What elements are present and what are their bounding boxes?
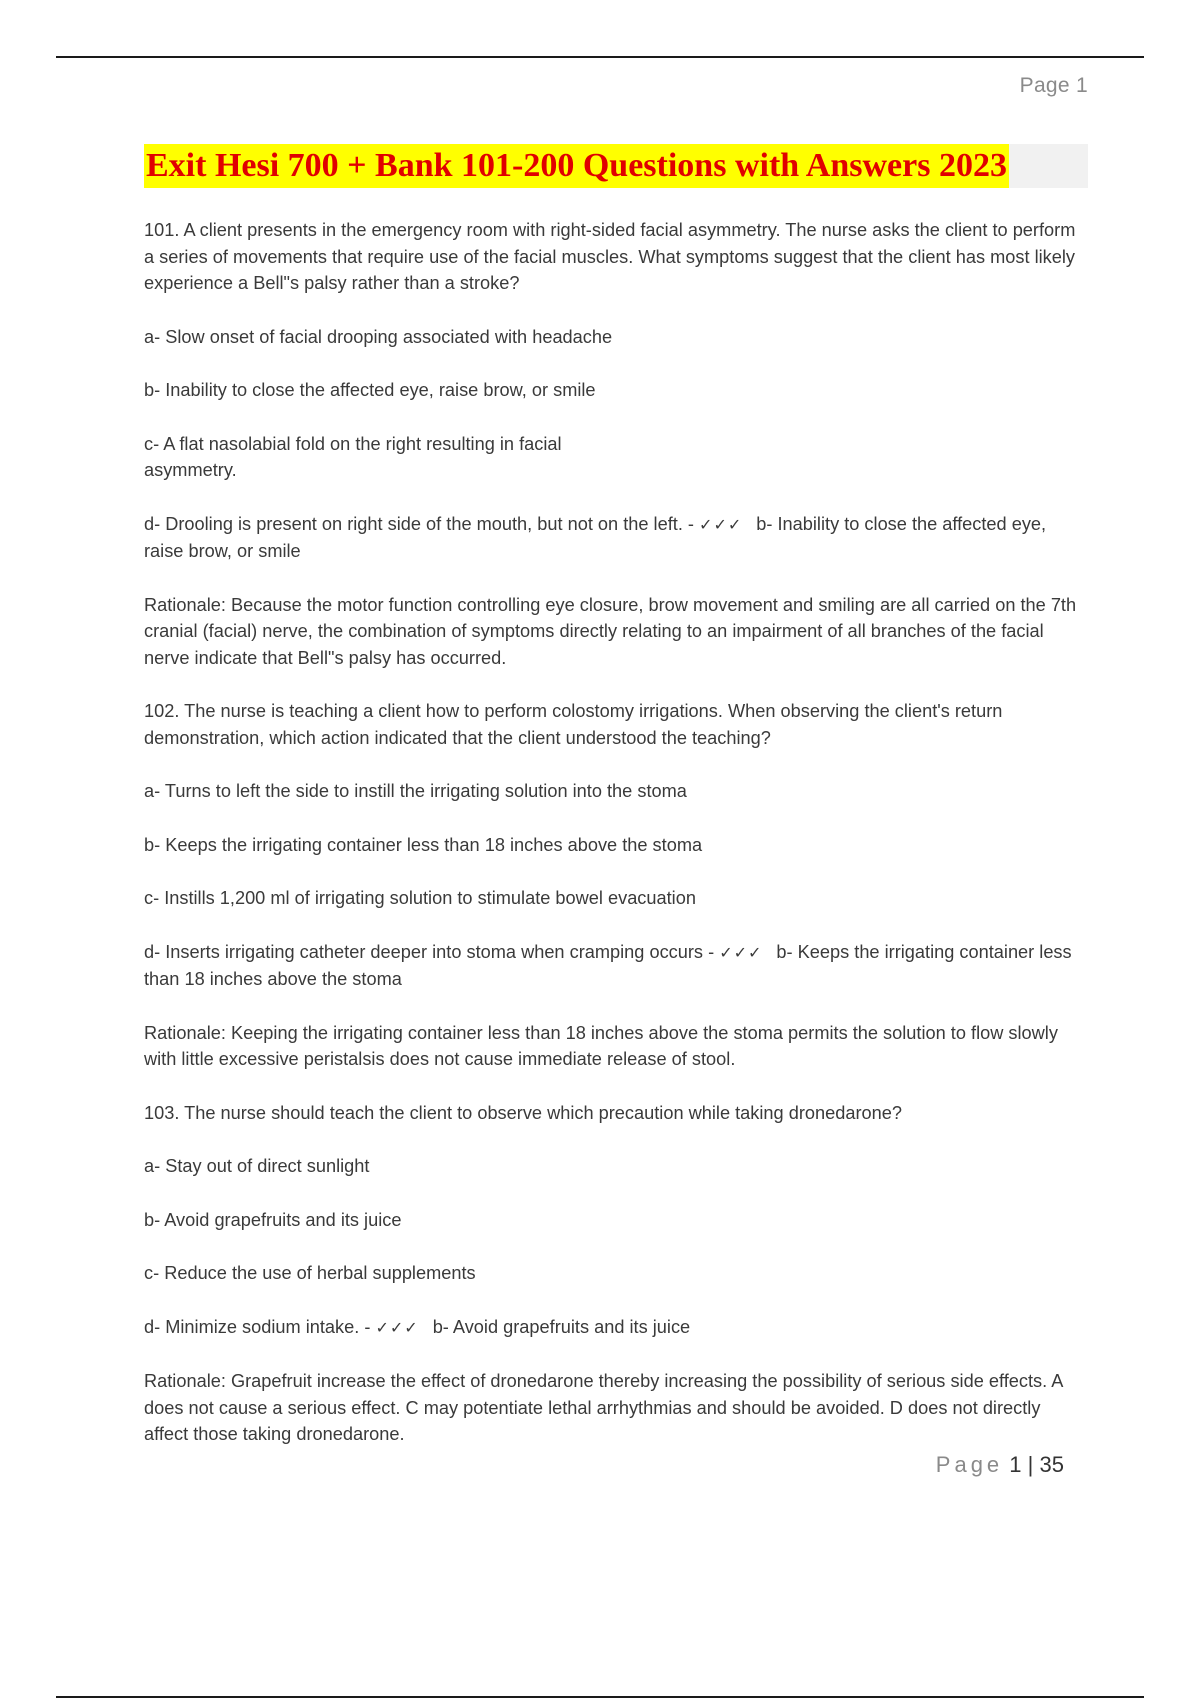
question-102-option-b: b- Keeps the irrigating container less than 18 inches above the stoma [144,834,703,855]
question-103-option-d-answer [144,1314,1088,1342]
question-101-option-c-line2: asymmetry. [144,460,237,480]
checkmark-icon: ✓✓✓ [699,514,743,534]
question-101-answer: b- Inability to close the affected eye, raise brow, or smile [144,513,1047,561]
question-101-option-b: b- Inability to close the affected eye, raise brow, or smile [144,380,596,400]
question-102-answer: b- Keeps the irrigating container less than 18 inches above the stoma [144,941,1072,989]
question-102-option-d-answer [144,939,1088,993]
question-101-stem: 101. A client presents in the emergency room with right-sided facial asymmetry. The nurse asks the client to perform a series of movements that require use of the facial muscles. What symptoms suggest that the client has most likely experience a Bell"s palsy rather than a stroke? [144,220,1076,293]
page-footer [936,1452,1064,1478]
question-101-option-c-line1: c- A flat nasolabial fold on the right resulting in facial [144,433,562,454]
question-101-option-d: d- Drooling is present on right side of the mouth, but not on the left. - [144,513,694,534]
question-103-answer: b- Avoid grapefruits and its juice [432,1316,691,1337]
footer-total-pages: 35 [1039,1452,1064,1477]
question-102-rationale: Rationale: Keeping the irrigating container less than 18 inches above the stoma permits the solution to flow slowly with little excessive peristalsis does not cause immediate release of stool. [144,1022,1058,1069]
question-101-option-d-answer [144,511,1088,565]
question-103-option-a: a- Stay out of direct sunlight [144,1156,370,1176]
footer-page-word: Page [935,1452,1004,1477]
question-101-rationale: Rationale: Because the motor function controlling eye closure, brow movement and smiling are all carried on the 7th cranial (facial) nerve, the combination of symptoms directly relating to an impairment of all branches of the facial nerve indicate that Bell"s palsy has occurred. [144,594,1077,668]
question-103-option-b: b- Avoid grapefruits and its juice [144,1209,402,1230]
question-102-option-d: d- Inserts irrigating catheter deeper into stoma when cramping occurs - [144,941,715,962]
checkmark-icon: ✓✓✓ [375,1317,419,1337]
question-102-stem: 102. The nurse is teaching a client how to perform colostomy irrigations. When observing the client's return demonstration, which action indicated that the client understood the teaching? [144,701,1003,748]
question-102-option-a: a- Turns to left the side to instill the irrigating solution into the stoma [144,781,687,801]
question-101-option-c [144,431,1088,484]
page-header-label: Page 1 [1019,74,1088,97]
question-103-option-d: d- Minimize sodium intake. - [144,1316,371,1337]
footer-current-page: 1 [1009,1452,1022,1477]
question-103-option-c: c- Reduce the use of herbal supplements [144,1263,476,1283]
document-body [144,217,1088,1475]
question-102-option-c: c- Instills 1,200 ml of irrigating solution to stimulate bowel evacuation [144,888,696,908]
top-rule [56,56,1144,58]
footer-separator: | [1027,1452,1034,1477]
question-101-option-a: a- Slow onset of facial drooping associated with headache [144,326,613,347]
checkmark-icon: ✓✓✓ [719,942,763,962]
document-title: Exit Hesi 700 + Bank 101-200 Questions with Answers 2023 [144,144,1009,188]
bottom-rule [56,1696,1144,1698]
question-103-stem: 103. The nurse should teach the client to observe which precaution while taking dronedarone? [144,1102,902,1123]
question-103-rationale: Rationale: Grapefruit increase the effect of dronedarone thereby increasing the possibility of serious side effects. A does not cause a serious effect. C may potentiate lethal arrhythmias and should be avoided. D does not directly affect those taking dronedarone. [144,1371,1063,1444]
